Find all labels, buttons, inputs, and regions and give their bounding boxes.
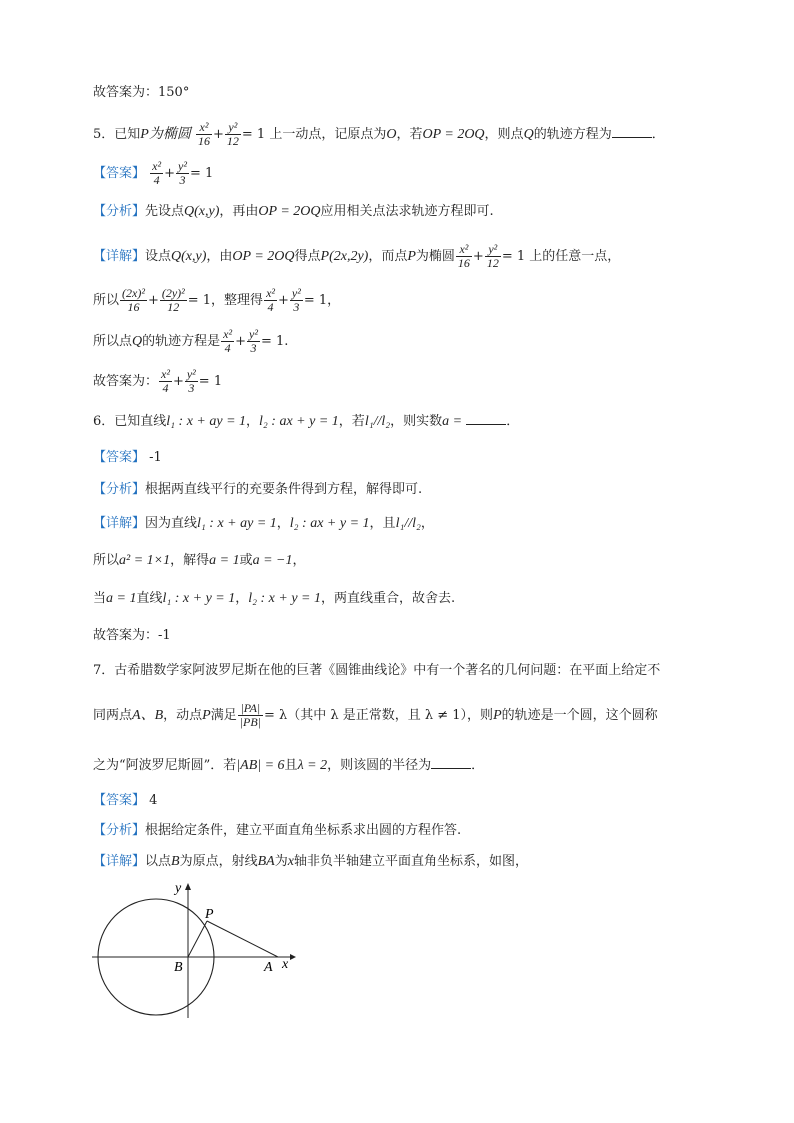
fraction: $\frac{\text{x²}}{4}$ [161, 367, 170, 395]
fraction: $\frac{\text{y²}}{12}$ [226, 120, 239, 148]
fraction: $\frac{\text{x²}}{4}$ [266, 286, 275, 314]
fraction: $\frac{\text{y²}}{3}$ [178, 159, 187, 187]
answer-tag: 【答案】 [93, 793, 146, 808]
fraction: $\frac{\text{x²}}{16}$ [457, 242, 470, 270]
answer-blank [466, 412, 506, 425]
apollonius-circle-figure [88, 872, 308, 1027]
detail-tag: 【详解】 [93, 249, 146, 264]
detail-6-line4: 故答案为：-1 [93, 628, 171, 643]
label-x: x [282, 957, 289, 972]
fraction: $\frac{\text{x²}}{4}$ [152, 159, 162, 187]
question-6: 6．已知直线l₁ : x + ay = 1，l₂ : ax + y = 1，若l₁//l₂，则实数a = ． [93, 414, 520, 429]
analysis-6: 【分析】根据两直线平行的充要条件得到方程，解得即可. [93, 482, 423, 497]
label-P: P [205, 907, 214, 922]
x-axis-arrow [290, 954, 296, 960]
answer-7: 【答案】 4 [93, 793, 158, 808]
answer-blank [612, 125, 652, 138]
answer-blank [431, 756, 471, 769]
fraction: $\frac{\text{x²}}{16}$ [197, 120, 210, 148]
analysis-tag: 【分析】 [93, 823, 146, 838]
question-7-line3: 之为“阿波罗尼斯圆”．若|AB| = 6且λ = 2，则该圆的半径为 ． [93, 758, 485, 773]
segment-PA [207, 921, 278, 957]
fraction: $\frac{|PA|}{|PB|}$ [239, 701, 261, 729]
question-7-line1: 7．古希腊数学家阿波罗尼斯在他的巨著《圆锥曲线论》中有一个著名的几何问题：在平面上给定不 [93, 663, 661, 678]
analysis-7: 【分析】根据给定条件，建立平面直角坐标系求出圆的方程作答. [93, 823, 462, 838]
fraction: $\frac{\text{y²}}{12}$ [486, 242, 499, 270]
fraction: $\frac{\text{y²}}{3}$ [186, 367, 196, 395]
label-B: B [174, 960, 183, 975]
fraction: $\frac{\text{(2y)²}}{12}$ [161, 286, 185, 314]
detail-6: 【详解】因为直线l₁ : x + ay = 1，l₂ : ax + y = 1，且l₁//l₂， [93, 516, 434, 531]
fraction: $\frac{\text{(2x)²}}{16}$ [122, 286, 145, 314]
answer-6: 【答案】 -1 [93, 450, 162, 465]
fraction: $\frac{\text{x²}}{4}$ [223, 327, 233, 355]
detail-tag: 【详解】 [93, 516, 146, 531]
segment-BP [188, 921, 207, 957]
detail-6-line3: 当a = 1直线l₁ : x + y = 1，l₂ : x + y = 1，两直线重合，故舍去. [93, 591, 456, 606]
detail-5-line4: 故答案为： $\frac{\text{x²}}{4}$ + $\frac{\text{y²}}{3}$ = 1 [93, 367, 223, 395]
fraction: $\frac{\text{y²}}{3}$ [291, 286, 301, 314]
detail-5: 【详解】设点Q(x,y)，由OP = 2OQ得点P(2x,2y)，而点P为椭圆 $\frac{\text{x²}}{16}$ + $\frac{\text{y²}}{12}$ = 1 上的任意一点， [93, 242, 621, 270]
analysis-tag: 【分析】 [93, 482, 146, 497]
analysis-tag: 【分析】 [93, 204, 146, 219]
prev-answer: 故答案为：150° [93, 85, 190, 100]
question-7-line2: 同两点A、B，动点P满足 $\frac{|PA|}{|PB|}$ = λ（其中 λ 是正常数，且 λ ≠ 1），则P的轨迹是一个圆，这个圆称 [93, 701, 658, 729]
label-y: y [175, 881, 182, 896]
detail-7: 【详解】以点B为原点，射线BA为x轴非负半轴建立平面直角坐标系，如图， [93, 854, 528, 869]
detail-tag: 【详解】 [93, 854, 146, 869]
detail-5-line2: 所以 $\frac{\text{(2x)²}}{16}$ + $\frac{\text{(2y)²}}{12}$ = 1，整理得 $\frac{\text{x²}}{4}$ + $\frac{\text{y²}}{3}$ = 1， [93, 286, 341, 314]
detail-5-line3: 所以点Q的轨迹方程是 $\frac{\text{x²}}{4}$ + $\frac{\text{y²}}{3}$ = 1. [93, 327, 289, 355]
detail-6-line2: 所以a² = 1×1，解得a = 1或a = −1， [93, 553, 306, 568]
label-A: A [264, 960, 273, 975]
answer-tag: 【答案】 [93, 166, 146, 181]
question-5: 5．已知P为椭圆 $\frac{\text{x²}}{16}$ + $\frac{\text{y²}}{12}$ = 1 上一动点，记原点为O，若OP = 2OQ，则点Q的轨迹方程为 ． [93, 120, 665, 148]
y-axis-arrow [185, 883, 191, 890]
answer-tag: 【答案】 [93, 450, 146, 465]
analysis-5: 【分析】先设点Q(x,y)，再由OP = 2OQ应用相关点法求轨迹方程即可. [93, 204, 494, 219]
fraction: $\frac{\text{y²}}{3}$ [249, 327, 258, 355]
answer-5: 【答案】 $\frac{\text{x²}}{4}$ + $\frac{\text{y²}}{3}$ = 1 [93, 159, 214, 187]
